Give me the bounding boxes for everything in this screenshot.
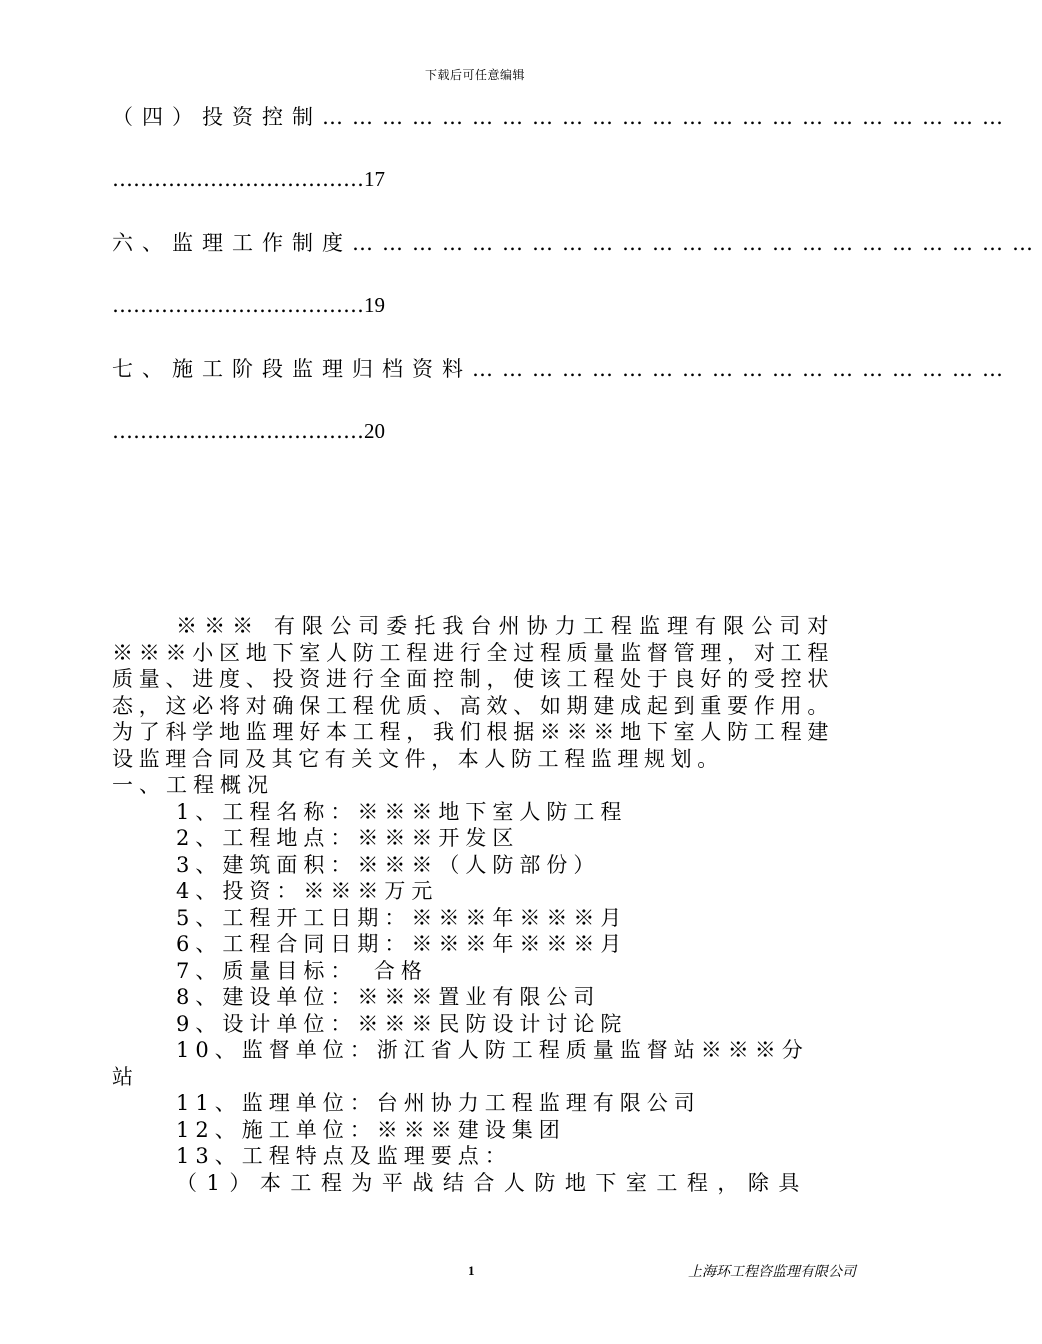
document-body [112,613,834,1196]
list-item: 10、监督单位：浙江省人防工程质量监督站※※※分站 [112,1038,809,1089]
list-item: 9、设计单位：※※※民防设计讨论院 [176,1011,628,1036]
list-item: 7、质量目标： 合格 [176,958,428,983]
list-item: 12、施工单位：※※※建设集团 [176,1117,566,1142]
toc-entry-continuation: ………………………………17 [112,167,385,191]
list-item: （1）本工程为平战结合人防地下室工程，除具 [176,1170,809,1195]
list-item: 6、工程合同日期：※※※年※※※月 [176,932,628,956]
list-item: 4、投资：※※※万元 [176,879,439,903]
page-number: 1 [468,1263,475,1278]
toc-page-number: 17 [364,167,385,191]
list-item: 2、工程地点：※※※开发区 [176,826,520,850]
toc-page-number: 19 [364,293,385,317]
intro-paragraph: ※※※ 有限公司委托我台州协力工程监理有限公司对※※※小区地下室人防工程进行全过程质量监督管理，对工程质量、进度、投资进行全面控制，使该工程处于良好的受控状态，这必将对确保工程优质、高效、如期建成起到重要作用。为了科学地监理好本工程，我们根据※※※地下室人防工程建设监理合同及其它有关文件，本人防工程监理规划。 [112,614,834,771]
toc-entry-title: 六、监理工作制度…………………………………………………………… [112,231,1042,255]
toc-entry-continuation: ………………………………20 [112,419,385,443]
toc-page-number: 20 [364,419,385,443]
section-title: 一、工程概况 [112,773,274,797]
toc-entry-continuation: ………………………………19 [112,293,385,317]
list-item: 1、工程名称：※※※地下室人防工程 [176,799,628,824]
header-note: 下载后可任意编辑 [424,68,525,82]
list-item: 11、监理单位：台州协力工程监理有限公司 [176,1091,701,1115]
list-item: 5、工程开工日期：※※※年※※※月 [176,905,628,930]
toc-entry-title: 七、施工阶段监理归档资料……………………………………………… [112,357,1012,381]
toc-entry-title: （四）投资控制…………………………………………………………… [112,105,1012,129]
footer-company: 上海环工程咨监理有限公司 [688,1264,856,1280]
list-item: 3、建筑面积：※※※（人防部份） [176,852,601,877]
list-item: 13、工程特点及监理要点： [176,1144,512,1168]
list-item: 8、建设单位：※※※置业有限公司 [176,985,601,1009]
